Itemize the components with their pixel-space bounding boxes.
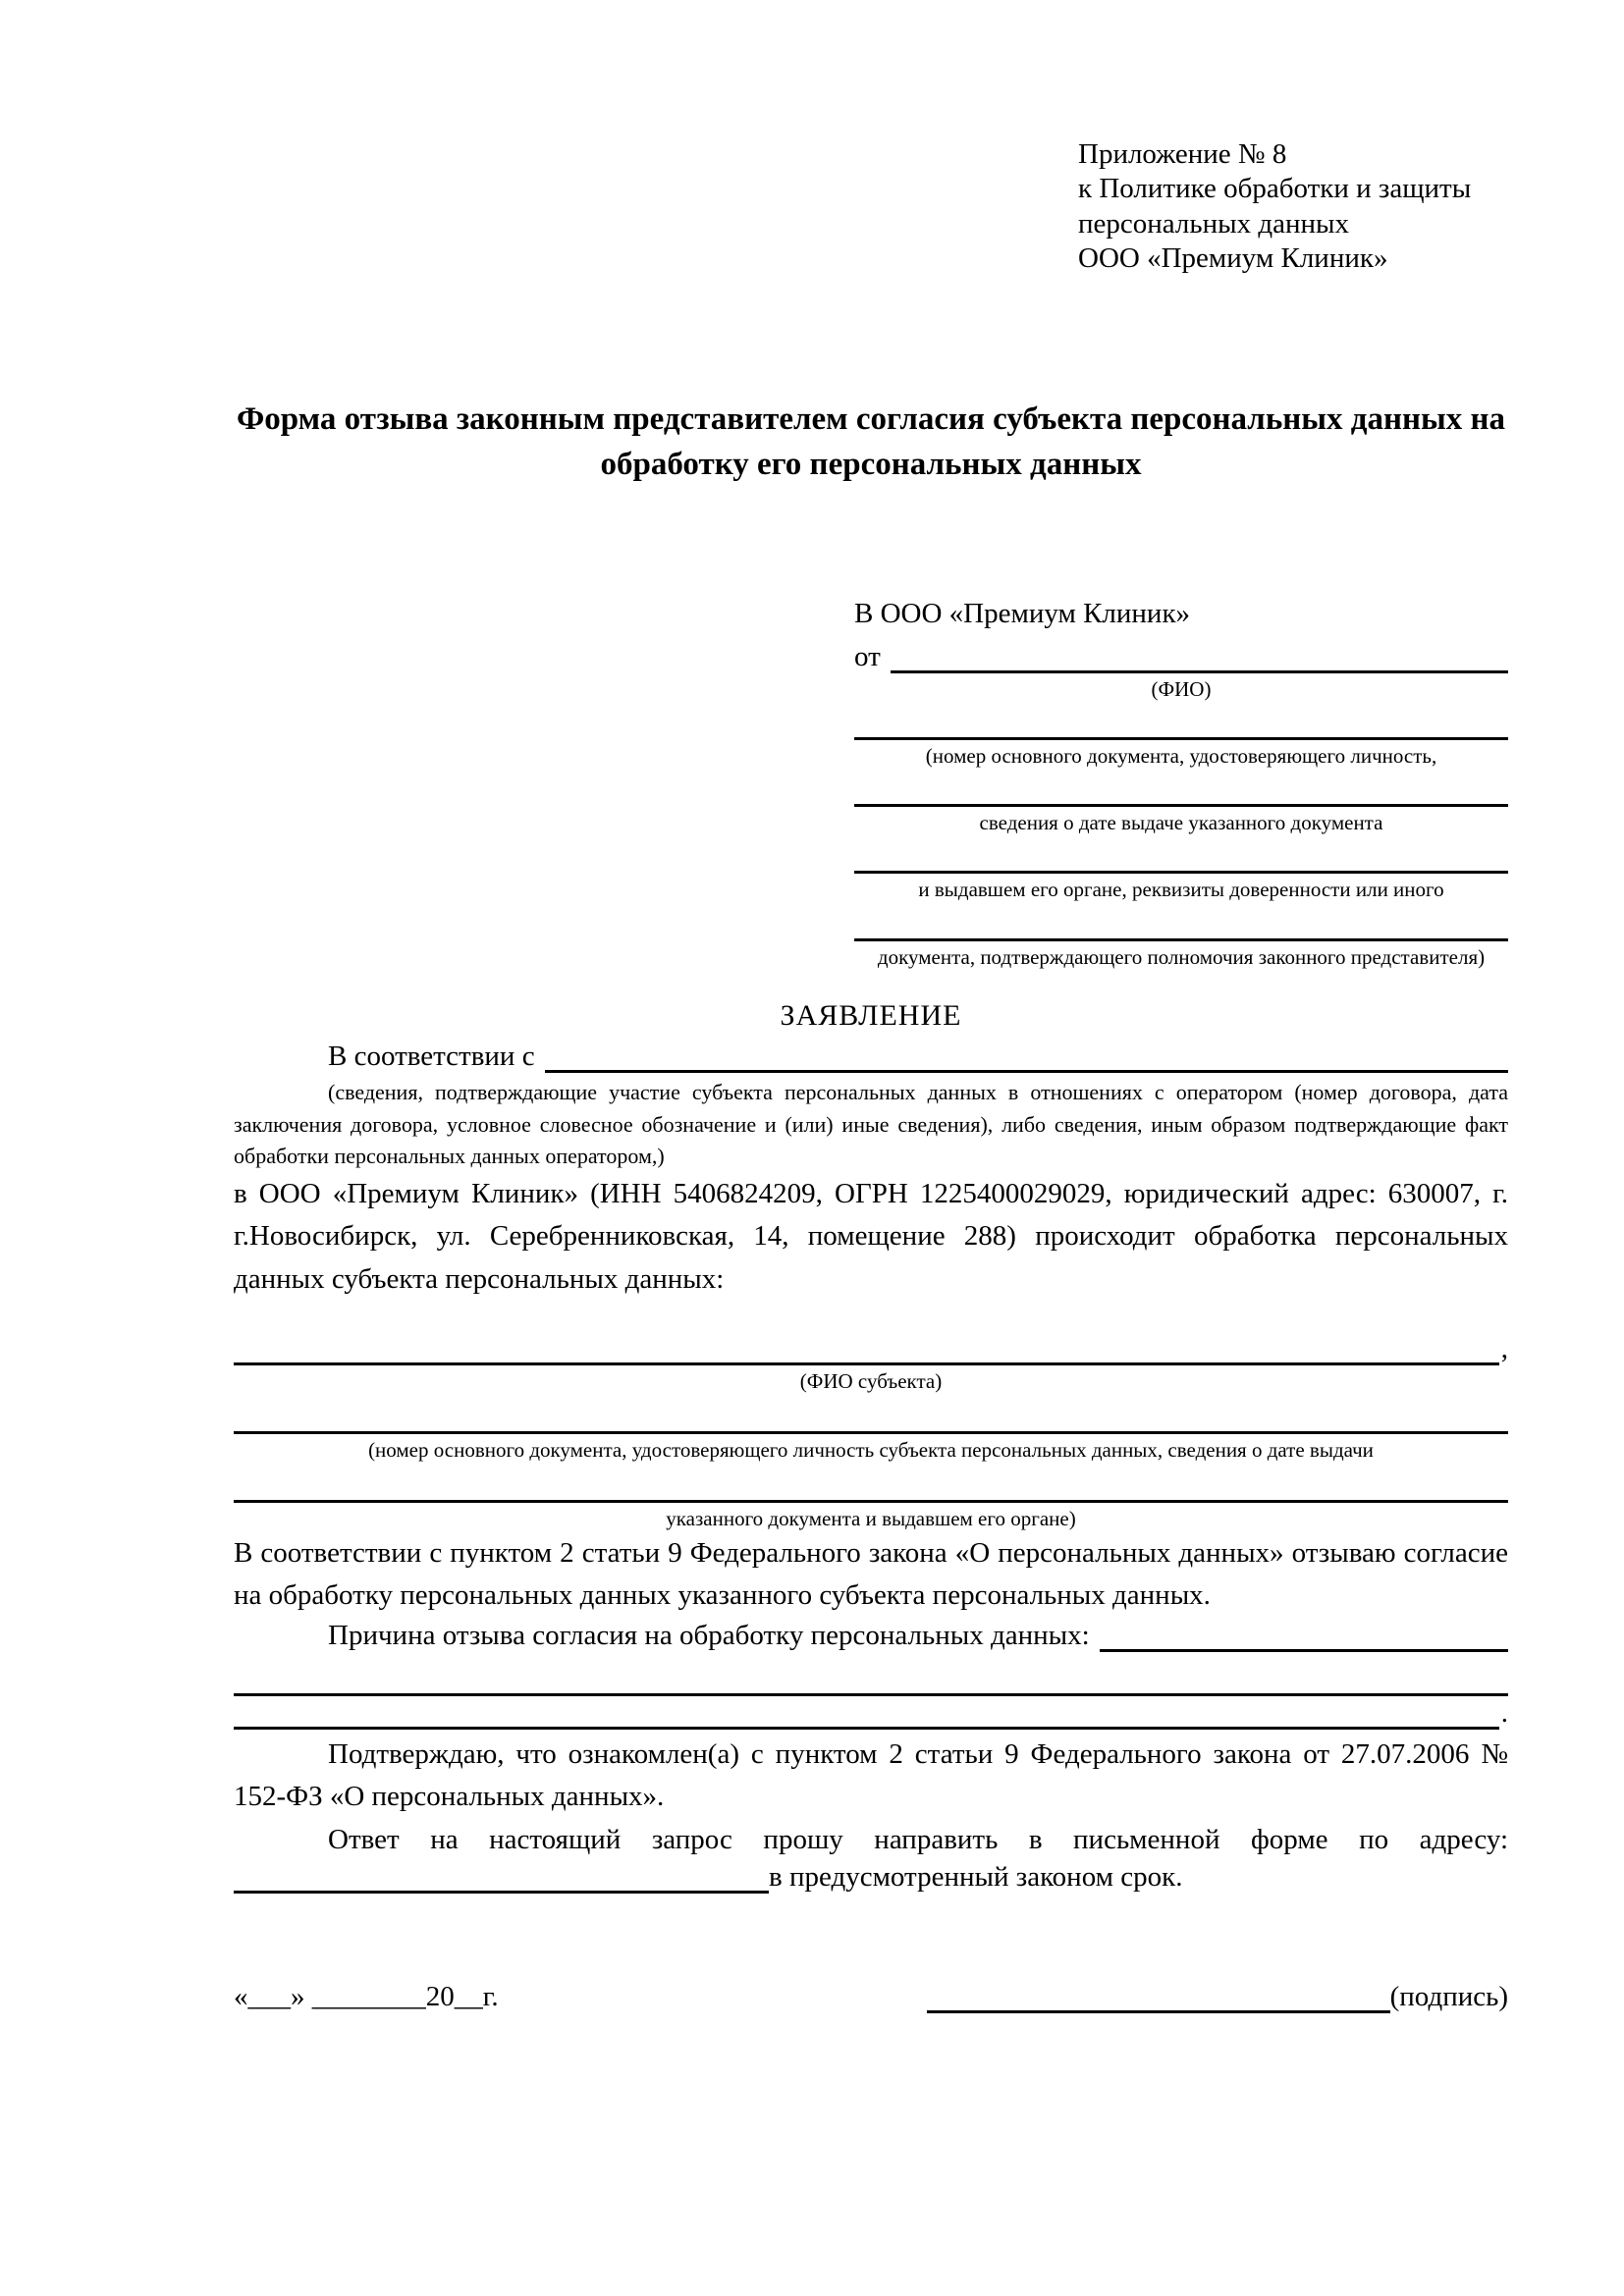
from-label: от	[854, 640, 881, 672]
signature-row	[234, 1980, 1508, 2012]
appendix-line-2: к Политике обработки и защиты	[1078, 173, 1472, 205]
appendix-line-1: Приложение № 8	[1078, 138, 1287, 170]
issuing-authority-caption: и выдавшем его органе, реквизиты доверенности или иного	[918, 878, 1444, 902]
subject-document-issuer-field[interactable]	[234, 1463, 1508, 1503]
reason-label: Причина отзыва согласия на обработку персональных данных:	[328, 1620, 1090, 1652]
reply-address-field[interactable]	[234, 1861, 769, 1894]
representative-document-number-field[interactable]	[854, 702, 1508, 740]
subject-document-issuer-caption: указанного документа и выдавшем его органе)	[666, 1507, 1076, 1531]
reply-paragraph: Ответ на настоящий запрос прошу направить в письменной форме по адресу:	[328, 1823, 1508, 1855]
issuing-authority-field[interactable]	[854, 835, 1508, 874]
reply-address-row	[234, 1861, 1508, 1894]
statement-heading: ЗАЯВЛЕНИЕ	[780, 998, 962, 1032]
document-content	[234, 137, 1508, 2013]
appendix-line-3: персональных данных	[1078, 207, 1350, 240]
reason-continuation-field-2[interactable]	[234, 1696, 1499, 1729]
subject-fio-row	[234, 1332, 1508, 1364]
signature-part	[927, 1980, 1508, 2012]
appendix-header	[1078, 137, 1508, 277]
agreement-details-footnote: (сведения, подтверждающие участие субъекта персональных данных в отношениях с оператором (номер договора, дата заключения договора, условное словесное обозначение и (или) иные сведения), либо сведения, иным образом подтверждающие факт обработки персональных данных оператором,)	[234, 1080, 1508, 1169]
subject-document-field[interactable]	[234, 1394, 1508, 1434]
reason-field[interactable]	[1100, 1620, 1508, 1652]
reason-row	[234, 1620, 1508, 1652]
operator-paragraph: в ООО «Премиум Клиник» (ИНН 5406824209, ОГРН 1225400029029, юридический адрес: 630007, г. г.Новосибирск, ул. Серебренниковская, 14, помещение 288) происходит обработка персональных данных субъекта персональных данных:	[234, 1177, 1508, 1295]
in-accordance-row	[234, 1041, 1508, 1073]
document-title: Форма отзыва законным представителем согласия субъекта персональных данных на обработку его персональных данных	[236, 400, 1506, 483]
date-field[interactable]: «___» ________20__г.	[234, 1980, 499, 2012]
reply-tail-text: в предусмотренный законом срок.	[769, 1861, 1183, 1894]
signature-field[interactable]	[927, 1980, 1390, 2012]
document-issue-date-field[interactable]	[854, 769, 1508, 807]
representative-fio-field[interactable]	[891, 640, 1508, 672]
subject-fio-field[interactable]	[234, 1332, 1499, 1364]
in-accordance-label: В соответствии с	[328, 1041, 535, 1073]
subject-fio-caption: (ФИО субъекта)	[799, 1368, 943, 1393]
fio-caption: (ФИО)	[1151, 676, 1212, 701]
agreement-details-field[interactable]	[545, 1041, 1508, 1073]
subject-fio-comma: ,	[1500, 1332, 1508, 1364]
withdrawal-paragraph: В соответствии с пунктом 2 статьи 9 Федерального закона «О персональных данных» отзываю согласие на обработку персональных данных указанного субъекта персональных данных.	[234, 1536, 1508, 1612]
authority-document-field[interactable]	[854, 903, 1508, 941]
confirmation-paragraph: Подтверждаю, что ознакомлен(а) с пунктом 2 статьи 9 Федерального закона от 27.07.2006 № 152-ФЗ «О персональных данных».	[234, 1737, 1508, 1813]
reason-continuation-field[interactable]	[234, 1652, 1508, 1696]
reason-last-row	[234, 1696, 1508, 1729]
addressee-organization: В ООО «Премиум Клиник»	[854, 598, 1191, 630]
signature-caption: (подпись)	[1389, 1980, 1508, 2012]
appendix-line-4: ООО «Премиум Клиник»	[1078, 242, 1388, 275]
from-row	[854, 640, 1508, 672]
addressee-block	[854, 598, 1508, 970]
authority-document-caption: документа, подтверждающего полномочия законного представителя)	[877, 944, 1486, 969]
document-issue-date-caption: сведения о дате выдаче указанного документа	[979, 811, 1383, 835]
reason-period: .	[1500, 1696, 1508, 1729]
subject-document-caption: (номер основного документа, удостоверяющего личность субъекта персональных данных, сведения о дате выдачи	[368, 1438, 1374, 1463]
document-number-caption: (номер основного документа, удостоверяющего личность,	[925, 743, 1437, 768]
